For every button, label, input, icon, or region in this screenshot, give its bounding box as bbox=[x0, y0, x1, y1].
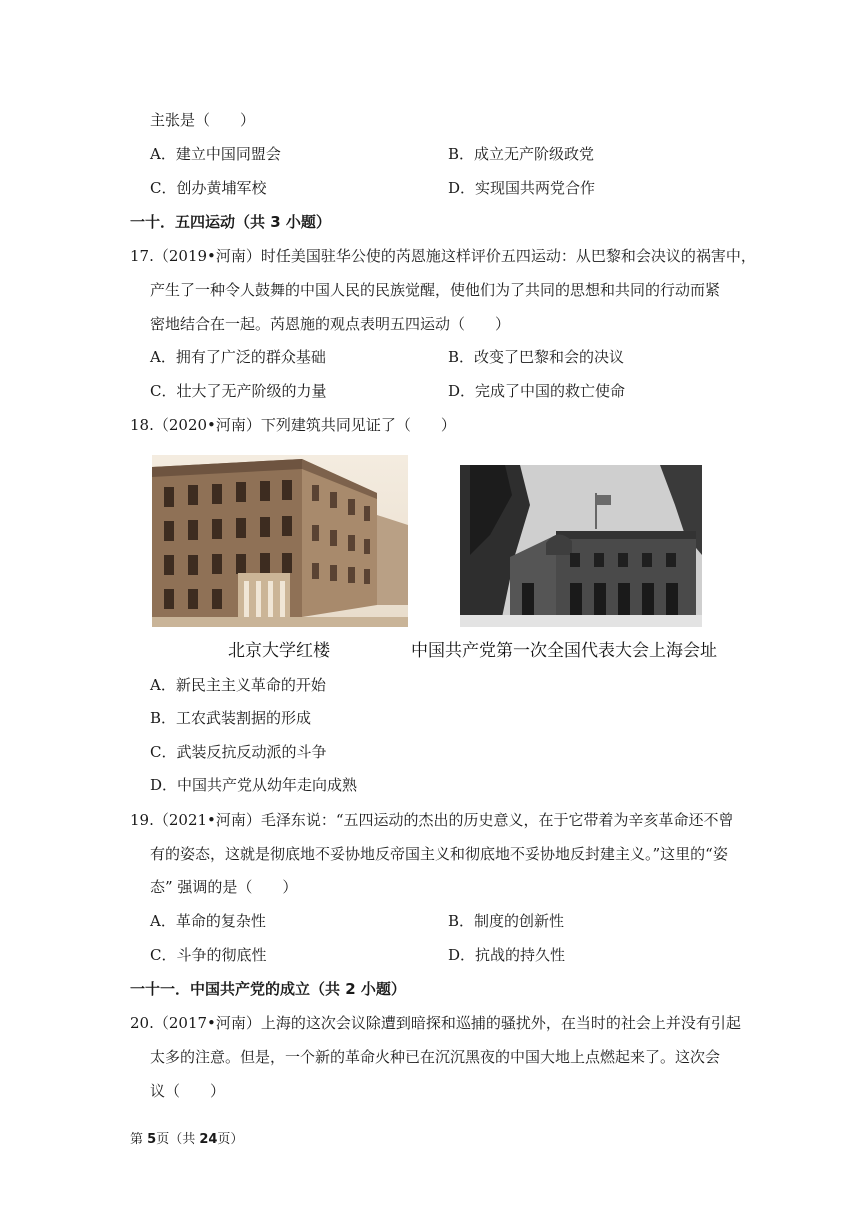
option-16-d: D．实现国共两党合作 bbox=[448, 179, 596, 197]
option-16-b: B．成立无产阶级政党 bbox=[448, 145, 595, 163]
question-20-line-1: 20.（2017•河南）上海的这次会议除遭到暗探和巡捕的骚扰外，在当时的社会上并没有引起 bbox=[130, 1014, 741, 1032]
option-19-d: D．抗战的持久性 bbox=[448, 946, 566, 964]
photo-peking-university-red-building bbox=[152, 455, 408, 627]
option-17-a: A．拥有了广泛的群众基础 bbox=[150, 348, 326, 366]
question-19-line-3: 态” 强调的是（ ） bbox=[150, 878, 298, 896]
option-17-b: B．改变了巴黎和会的决议 bbox=[448, 348, 625, 366]
option-16-c: C．创办黄埔军校 bbox=[150, 179, 267, 197]
question-18-stem: 18.（2020•河南）下列建筑共同见证了（ ） bbox=[130, 416, 456, 434]
question-17-line-3: 密地结合在一起。芮恩施的观点表明五四运动（ ） bbox=[150, 315, 511, 333]
option-19-b: B．制度的创新性 bbox=[448, 912, 565, 930]
caption-peking-university-red-building: 北京大学红楼 bbox=[228, 641, 330, 661]
question-19-line-2: 有的姿态，这就是彻底地不妥协地反帝国主义和彻底地不妥协地反封建主义。”这里的“姿 bbox=[150, 845, 728, 863]
photo-first-cpc-congress-site bbox=[460, 465, 702, 627]
caption-first-cpc-congress-site: 中国共产党第一次全国代表大会上海会址 bbox=[411, 641, 717, 661]
option-19-c: C．斗争的彻底性 bbox=[150, 946, 267, 964]
option-16-a: A．建立中国同盟会 bbox=[150, 145, 281, 163]
question-20-line-3: 议（ ） bbox=[150, 1082, 226, 1100]
section-heading-may-fourth: 一十．五四运动（共 3 小题） bbox=[130, 213, 331, 231]
question-17-line-1: 17.（2019•河南）时任美国驻华公使的芮恩施这样评价五四运动：从巴黎和会决议的祸害中， bbox=[130, 247, 756, 265]
question-17-line-2: 产生了一种令人鼓舞的中国人民的民族觉醒，使他们为了共同的思想和共同的行动而紧 bbox=[150, 281, 721, 299]
question-19-line-1: 19.（2021•河南）毛泽东说：“五四运动的杰出的历史意义，在于它带着为辛亥革命还不曾 bbox=[130, 811, 734, 829]
option-18-c: C．武装反抗反动派的斗争 bbox=[150, 743, 327, 761]
page-number: 第 5页（共 24页） bbox=[130, 1132, 244, 1147]
question-20-line-2: 太多的注意。但是，一个新的革命火种已在沉沉黑夜的中国大地上点燃起来了。这次会 bbox=[150, 1048, 721, 1066]
option-18-d: D．中国共产党从幼年走向成熟 bbox=[150, 776, 358, 794]
option-18-a: A．新民主主义革命的开始 bbox=[150, 676, 326, 694]
option-17-c: C．壮大了无产阶级的力量 bbox=[150, 382, 327, 400]
option-17-d: D．完成了中国的救亡使命 bbox=[448, 382, 626, 400]
section-heading-cpc-founding: 一十一．中国共产党的成立（共 2 小题） bbox=[130, 980, 406, 998]
option-19-a: A．革命的复杂性 bbox=[150, 912, 266, 930]
question-16-stem-end: 主张是（ ） bbox=[150, 111, 256, 129]
option-18-b: B．工农武装割据的形成 bbox=[150, 709, 312, 727]
